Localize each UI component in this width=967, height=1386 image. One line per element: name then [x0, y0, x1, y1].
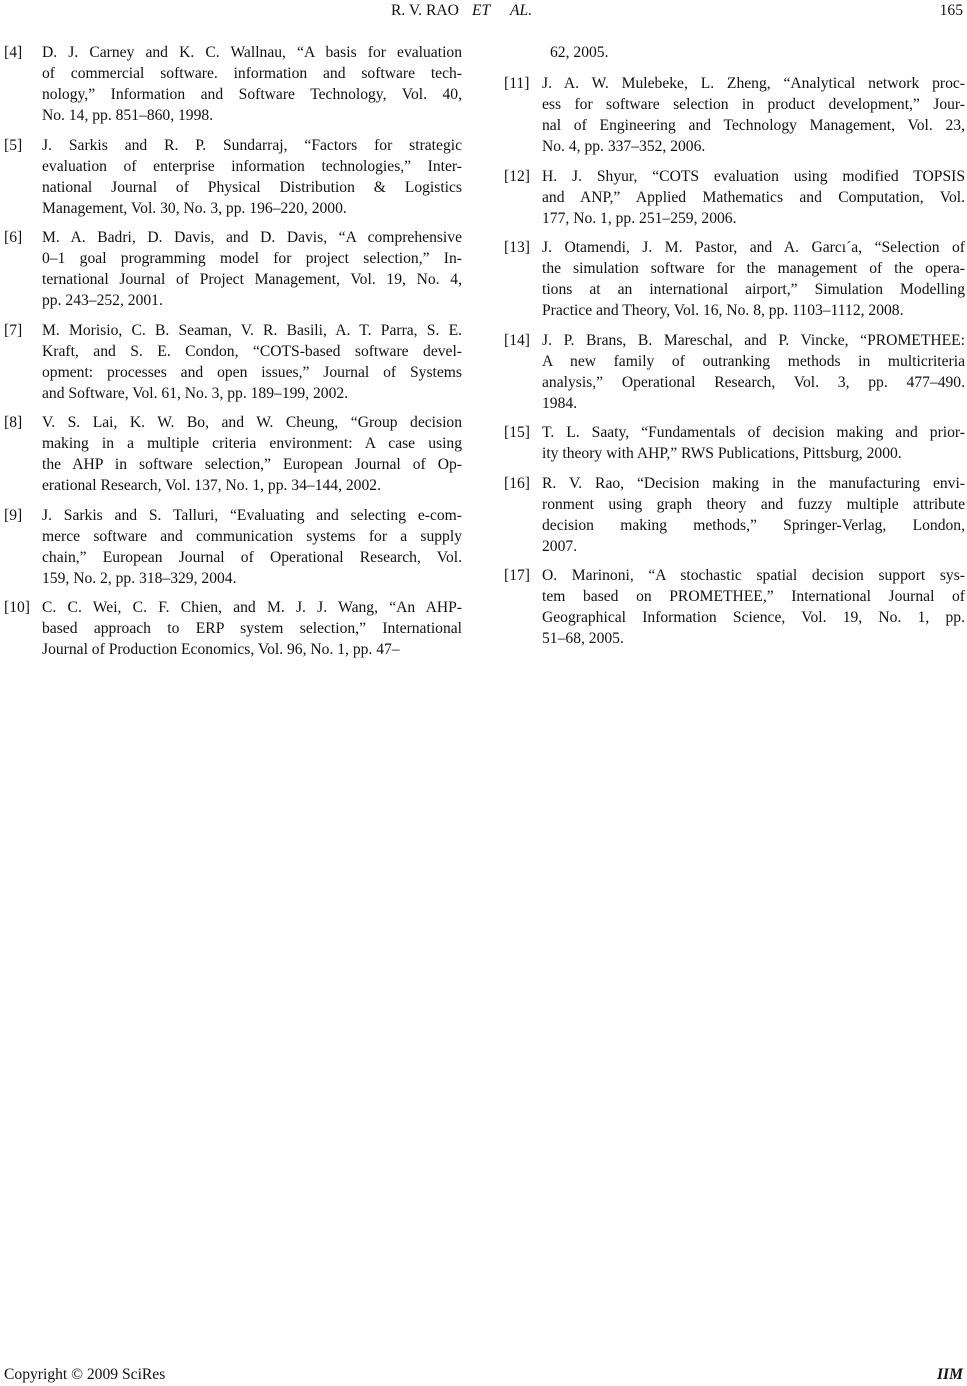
reference-text-line: 177, No. 1, pp. 251–259, 2006. [542, 209, 737, 227]
reference-number: [7] [4, 321, 23, 339]
reference-text-line: O. Marinoni, “A stochastic spatial decision support sys- [542, 567, 965, 584]
reference-entry [504, 73, 965, 157]
reference-entry [4, 42, 462, 126]
reference-number: [11] [504, 75, 530, 92]
reference-number: [13] [504, 239, 530, 256]
reference-entry [504, 422, 965, 464]
reference-text-line: 0–1 goal programming model for project selection,” In- [42, 250, 462, 267]
reference-text-line: Kraft, and S. E. Condon, “COTS-based software devel- [42, 342, 462, 360]
reference-text-line: chain,” European Journal of Operational Research, Vol. [42, 548, 462, 566]
reference-text-line: nology,” Information and Software Technology, Vol. 40, [42, 86, 462, 103]
reference-text-line: J. A. W. Mulebeke, L. Zheng, “Analytical network proc- [542, 75, 965, 92]
reference-continuation: 62, 2005. [550, 44, 609, 61]
reference-entry [504, 473, 965, 557]
reference-text-line: T. L. Saaty, “Fundamentals of decision making and prior- [542, 424, 965, 441]
reference-text-line: nal of Engineering and Technology Management, Vol. 23, [542, 117, 965, 134]
reference-number: [4] [4, 44, 23, 61]
reference-number: [14] [504, 331, 530, 349]
reference-text-line: Practice and Theory, Vol. 16, No. 8, pp. 1103–1112, 2008. [542, 302, 904, 319]
reference-text-line: ternational Journal of Project Management, Vol. 19, No. 4, [42, 271, 462, 288]
reference-text-line: J. Otamendi, J. M. Pastor, and A. Garcı´a, “Selection of [542, 239, 965, 256]
reference-number: [5] [4, 136, 23, 154]
reference-text-line: tem based on PROMETHEE,” International Journal of [542, 588, 965, 605]
reference-text-line: erational Research, Vol. 137, No. 1, pp. 34–144, 2002. [42, 477, 381, 494]
reference-entry [4, 135, 462, 219]
page-number: 165 [939, 2, 963, 19]
reference-entry [4, 227, 462, 311]
reference-text-line: based approach to ERP system selection,” International [42, 620, 462, 637]
reference-text-line: M. A. Badri, D. Davis, and D. Davis, “A comprehensive [42, 229, 462, 246]
reference-number: [12] [504, 167, 530, 185]
reference-text-line: Management, Vol. 30, No. 3, pp. 196–220, 2000. [42, 199, 347, 217]
reference-text-line: No. 4, pp. 337–352, 2006. [542, 138, 706, 155]
reference-entry [504, 237, 965, 321]
running-header-al: AL. [510, 2, 533, 19]
reference-text-line: M. Morisio, C. B. Seaman, V. R. Basili, A. T. Parra, S. E. [42, 321, 462, 339]
running-header-authors: R. V. RAO [391, 2, 459, 19]
reference-text-line: ity theory with AHP,” RWS Publications, Pittsburg, 2000. [542, 445, 902, 462]
reference-text-line: 2007. [542, 537, 578, 555]
reference-number: [8] [4, 414, 23, 431]
reference-entry [504, 330, 965, 414]
reference-text-line: Journal of Production Economics, Vol. 96, No. 1, pp. 47– [42, 641, 400, 658]
reference-entry [504, 166, 965, 229]
reference-text-line: ronment using graph theory and fuzzy multiple attribute [542, 495, 965, 513]
reference-number: [9] [4, 506, 23, 524]
reference-text-line: Geographical Information Science, Vol. 19, No. 1, pp. [542, 609, 965, 626]
reference-text-line: and ANP,” Applied Mathematics and Computation, Vol. [542, 188, 965, 206]
reference-text-line: tions at an international airport,” Simulation Modelling [542, 281, 965, 298]
reference-text-line: pp. 243–252, 2001. [42, 292, 163, 309]
left-column-references [4, 42, 462, 669]
reference-text-line: J. Sarkis and R. P. Sundarraj, “Factors for strategic [42, 136, 462, 154]
reference-text-line: of commercial software. information and software tech- [42, 65, 462, 82]
reference-text-line: national Journal of Physical Distribution & Logistics [42, 178, 462, 196]
journal-abbreviation: IIM [936, 1366, 963, 1383]
reference-text-line: and Software, Vol. 61, No. 3, pp. 189–199, 2002. [42, 384, 349, 402]
reference-text-line: No. 14, pp. 851–860, 1998. [42, 107, 214, 124]
reference-text-line: V. S. Lai, K. W. Bo, and W. Cheung, “Group decision [42, 414, 462, 431]
reference-text-line: merce software and communication systems for a supply [42, 527, 462, 545]
reference-text-line: evaluation of enterprise information technologies,” Inter- [42, 157, 462, 175]
reference-entry [4, 597, 462, 660]
reference-text-line: 159, No. 2, pp. 318–329, 2004. [42, 569, 237, 587]
reference-text-line: making in a multiple criteria environment: A case using [42, 435, 462, 452]
reference-number: [6] [4, 229, 23, 246]
reference-number: [16] [504, 474, 530, 492]
reference-text-line: J. Sarkis and S. Talluri, “Evaluating and selecting e-com- [42, 506, 462, 524]
reference-text-line: 51–68, 2005. [542, 630, 624, 647]
copyright-footer: Copyright © 2009 SciRes [4, 1366, 166, 1383]
reference-number: [17] [504, 567, 530, 584]
reference-number: [10] [4, 599, 30, 616]
reference-text-line: decision making methods,” Springer-Verlag, London, [542, 516, 965, 534]
reference-text-line: C. C. Wei, C. F. Chien, and M. J. J. Wang, “An AHP- [42, 599, 462, 616]
reference-text-line: H. J. Shyur, “COTS evaluation using modified TOPSIS [542, 167, 965, 185]
reference-text-line: 1984. [542, 394, 578, 412]
reference-text-line: opment: processes and open issues,” Journal of Systems [42, 363, 462, 381]
reference-text-line: analysis,” Operational Research, Vol. 3, pp. 477–490. [542, 373, 965, 391]
reference-entry [504, 565, 965, 649]
reference-text-line: ess for software selection in product development,” Jour- [542, 96, 965, 113]
reference-text-line: A new family of outranking methods in multicriteria [542, 352, 965, 370]
running-header-et: ET [472, 2, 491, 19]
reference-text-line: J. P. Brans, B. Mareschal, and P. Vincke, “PROMETHEE: [542, 331, 965, 349]
reference-entry [4, 412, 462, 496]
reference-text-line: the AHP in software selection,” European Journal of Op- [42, 456, 462, 473]
right-column-references [504, 42, 965, 658]
reference-text-line: D. J. Carney and K. C. Wallnau, “A basis for evaluation [42, 44, 462, 61]
reference-text-line: the simulation software for the management of the opera- [542, 260, 965, 277]
reference-entry [4, 505, 462, 589]
reference-number: [15] [504, 424, 530, 441]
reference-text-line: R. V. Rao, “Decision making in the manufacturing envi- [542, 474, 965, 492]
reference-entry [4, 320, 462, 404]
